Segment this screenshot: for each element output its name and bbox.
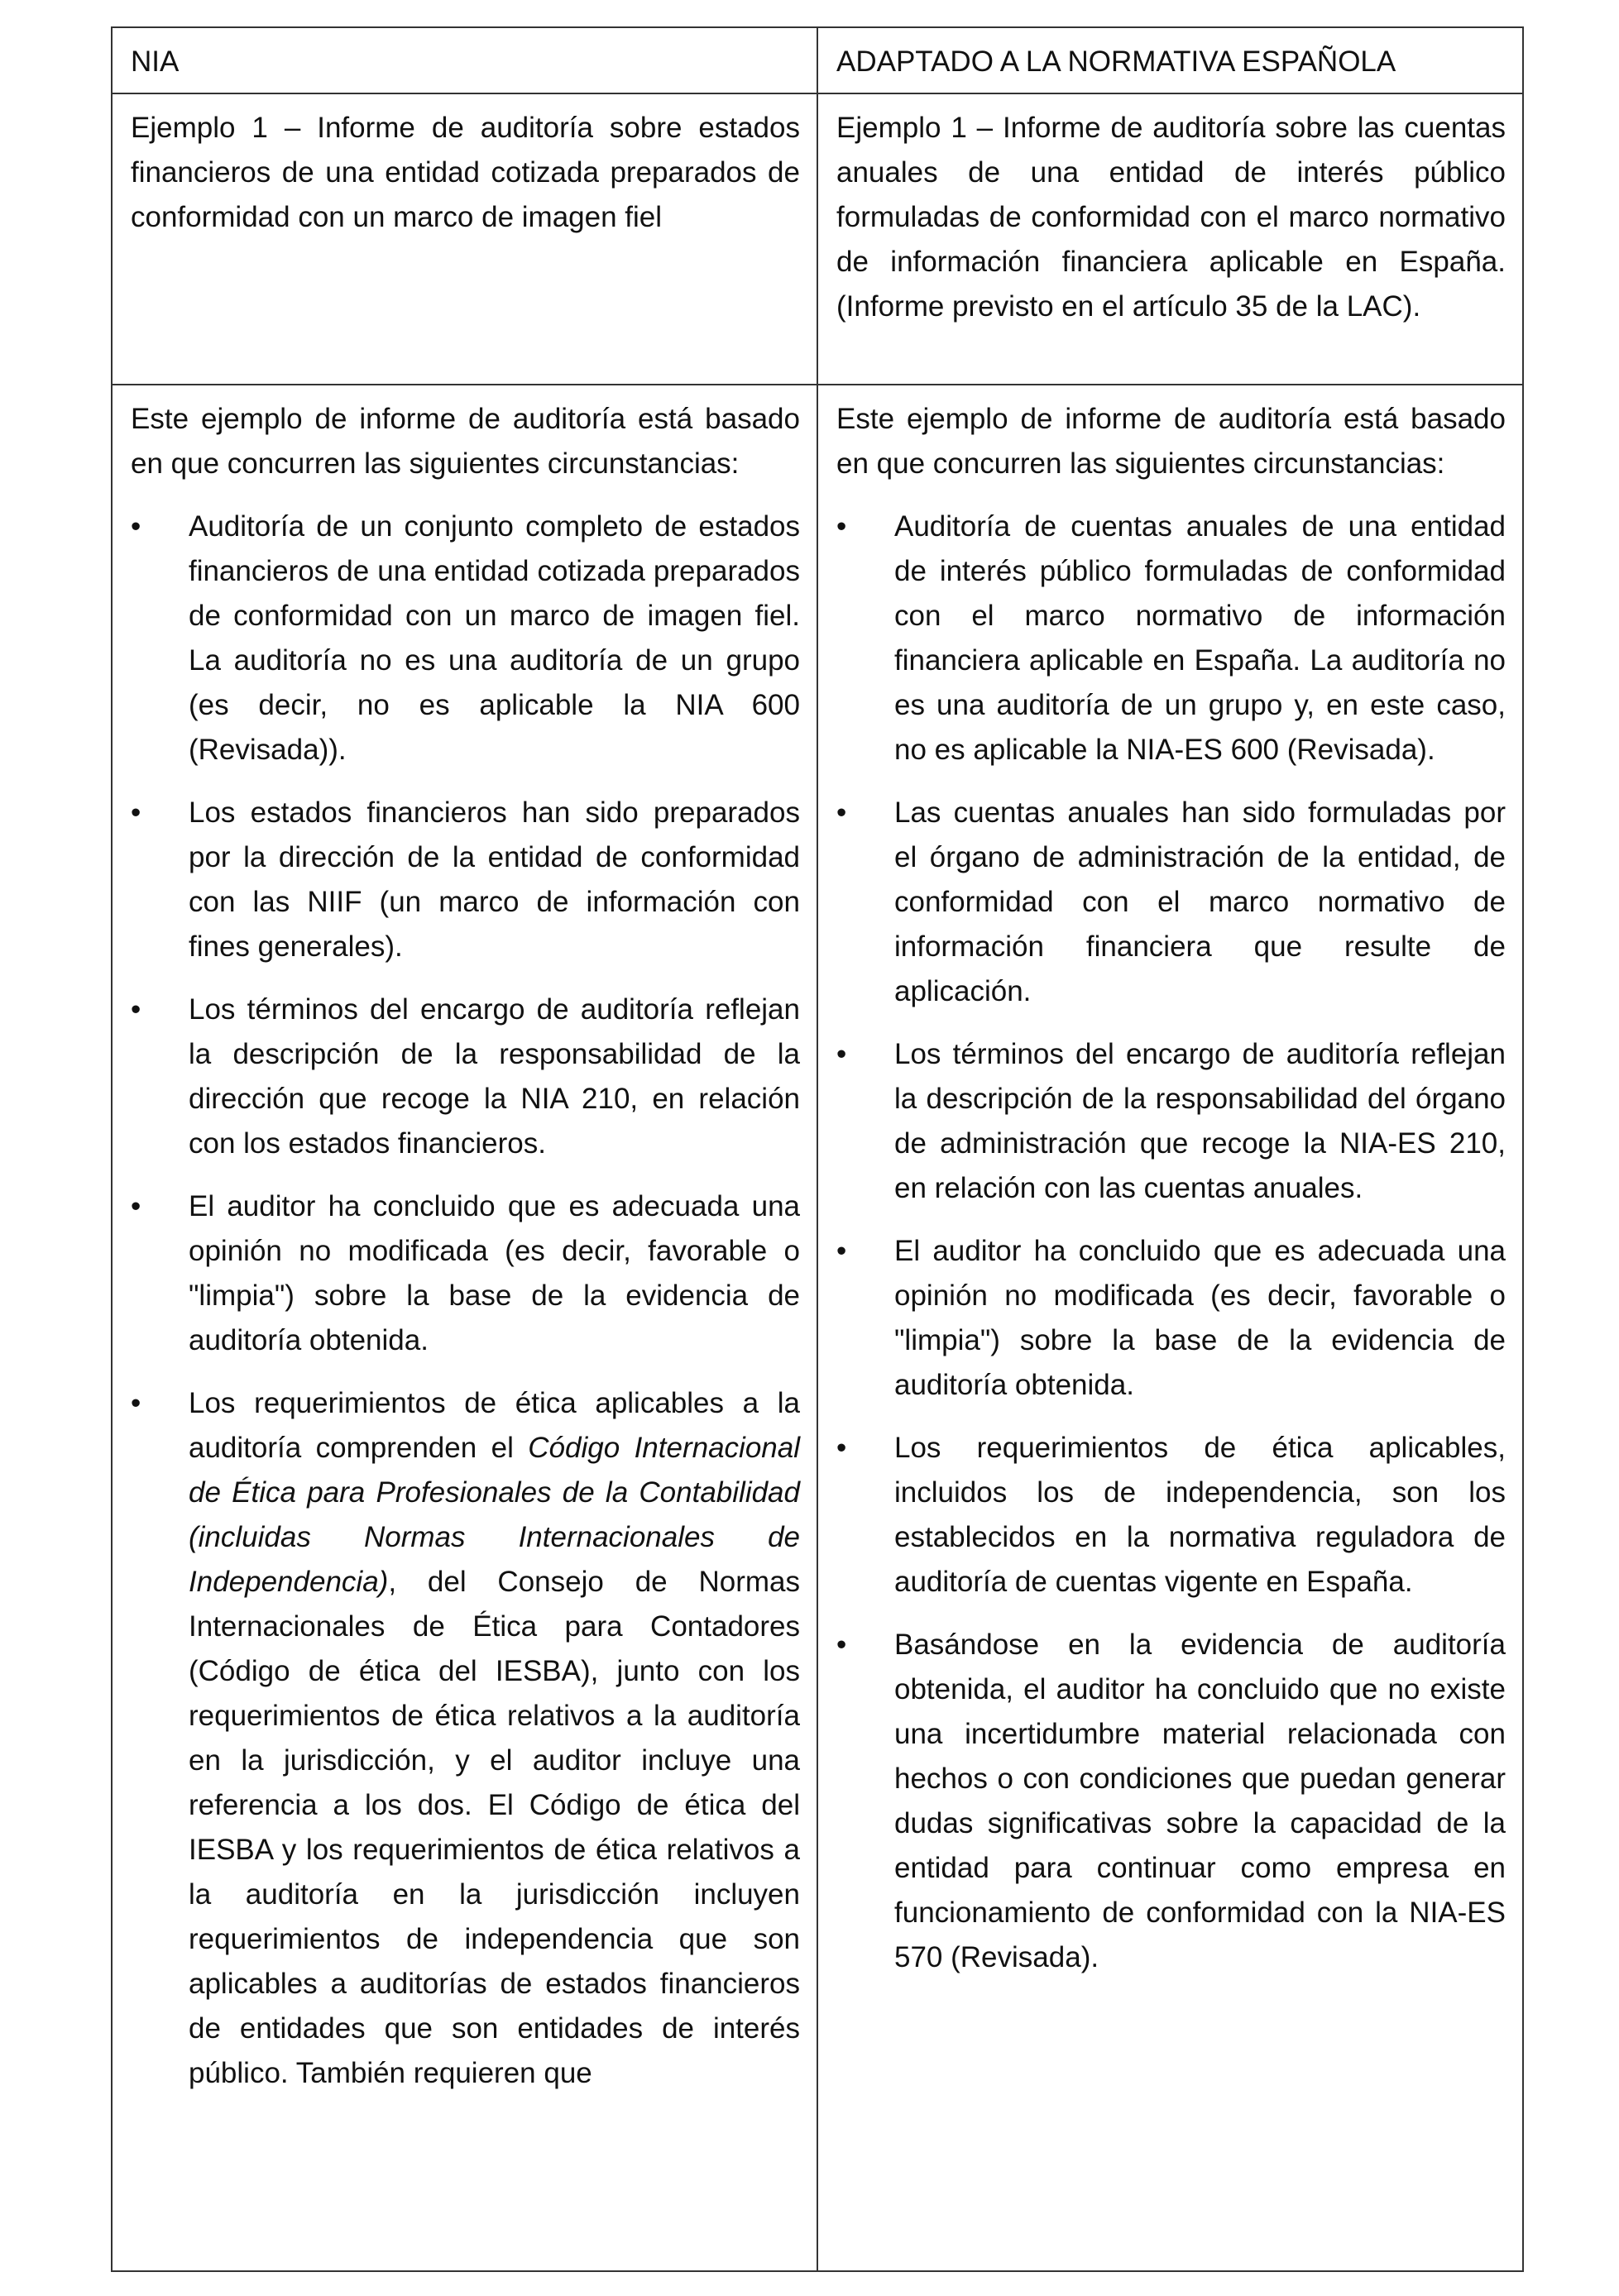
list-item-text: Los términos del encargo de auditoría reflejan la descripción de la responsabilidad del órgano de administración que recoge la NIA-ES 210, en relación con las cuentas anuales. xyxy=(894,1038,1506,1204)
bullet-icon: • xyxy=(836,1235,847,1267)
bullet-icon: • xyxy=(131,1190,141,1222)
bullet-icon: • xyxy=(131,1387,141,1419)
circumstances-adaptado xyxy=(817,385,1523,2271)
bullet-list-adaptado xyxy=(836,505,1506,1980)
comparison-table xyxy=(111,26,1524,2272)
list-item-text: Auditoría de cuentas anuales de una entidad de interés público formuladas de conformidad con el marco normativo de información financiera aplicable en España. La auditoría no es una auditoría de un grupo y, en este caso, no es aplicable la NIA-ES 600 (Revisada). xyxy=(894,510,1506,766)
bullet-icon: • xyxy=(836,1038,847,1070)
title-nia: Ejemplo 1 – Informe de auditoría sobre estados financieros de una entidad cotizada preparados de conformidad con un marco de imagen fiel xyxy=(112,93,817,385)
list-item-text: El auditor ha concluido que es adecuada una opinión no modificada (es decir, favorable o "limpia") sobre la base de la evidencia de auditoría obtenida. xyxy=(189,1190,800,1356)
title-adaptado: Ejemplo 1 – Informe de auditoría sobre las cuentas anuales de una entidad de interés público formuladas de conformidad con el marco normativo de información financiera aplicable en España. (Informe previsto en el artículo 35 de la LAC). xyxy=(817,93,1523,385)
bullet-icon: • xyxy=(836,1629,847,1661)
list-item-text: Los estados financieros han sido preparados por la dirección de la entidad de conformidad con las NIIF (un marco de información con fines generales). xyxy=(189,796,800,963)
list-item xyxy=(836,1426,1506,1605)
list-item xyxy=(131,1184,800,1363)
ethics-text-part2: , del Consejo de Normas Internacionales de Ética para Contadores (Código de ética del IESBA), junto con los requerimientos de ética relativos a la auditoría en la jurisdicción, y el auditor incluye una referencia a los dos. El Código de ética del IESBA y los requerimientos de ética relativos a la auditoría en la jurisdicción incluyen requerimientos de independencia que son aplicables a auditorías de estados financieros de entidades que son entidades de interés público. También requieren que xyxy=(189,1566,800,2089)
list-item-text: Las cuentas anuales han sido formuladas por el órgano de administración de la entidad, de conformidad con el marco normativo de información financiera que resulte de aplicación. xyxy=(894,796,1506,1007)
header-adaptado: ADAPTADO A LA NORMATIVA ESPAÑOLA xyxy=(817,27,1523,93)
list-item xyxy=(131,505,800,773)
circumstances-nia xyxy=(112,385,817,2271)
bullet-icon: • xyxy=(131,796,141,829)
list-item xyxy=(836,505,1506,773)
ethics-code-title: Código Internacional de Ética para Profesionales de la Contabilidad (incluidas Normas Internacionales de Independencia) xyxy=(189,1432,800,1598)
bullet-icon: • xyxy=(131,510,141,543)
circumstances-row xyxy=(112,385,1523,2271)
bullet-list-nia xyxy=(131,505,800,2096)
list-item-text: Auditoría de un conjunto completo de estados financieros de una entidad cotizada preparados de conformidad con un marco de imagen fiel. La auditoría no es una auditoría de un grupo (es decir, no es aplicable la NIA 600 (Revisada)). xyxy=(189,510,800,766)
header-row xyxy=(112,27,1523,93)
list-item xyxy=(131,791,800,969)
list-item-text: Los requerimientos de ética aplicables, incluidos los de independencia, son los establecidos en la normativa reguladora de auditoría de cuentas vigente en España. xyxy=(894,1432,1506,1598)
list-item xyxy=(836,791,1506,1014)
header-nia: NIA xyxy=(112,27,817,93)
list-item-text: Basándose en la evidencia de auditoría obtenida, el auditor ha concluido que no existe una incertidumbre material relacionada con hechos o con condiciones que puedan generar dudas significativas sobre la capacidad de la entidad para continuar como empresa en funcionamiento de conformidad con la NIA-ES 570 (Revisada). xyxy=(894,1629,1506,1973)
list-item xyxy=(836,1623,1506,1980)
list-item-ethics xyxy=(131,1381,800,2096)
list-item-text: El auditor ha concluido que es adecuada una opinión no modificada (es decir, favorable o "limpia") sobre la base de la evidencia de auditoría obtenida. xyxy=(894,1235,1506,1401)
bullet-icon: • xyxy=(836,796,847,829)
bullet-icon: • xyxy=(836,1432,847,1464)
list-item xyxy=(836,1229,1506,1408)
bullet-icon: • xyxy=(131,993,141,1026)
intro-text-adaptado: Este ejemplo de informe de auditoría está basado en que concurren las siguientes circunstancias: xyxy=(836,403,1506,480)
ethics-text-part1: Los requerimientos de ética aplicables a la auditoría comprenden el xyxy=(189,1387,800,1464)
bullet-icon: • xyxy=(836,510,847,543)
title-row xyxy=(112,93,1523,385)
list-item xyxy=(131,988,800,1166)
list-item-text: Los términos del encargo de auditoría reflejan la descripción de la responsabilidad de la dirección que recoge la NIA 210, en relación con los estados financieros. xyxy=(189,993,800,1160)
intro-text-nia: Este ejemplo de informe de auditoría está basado en que concurren las siguientes circunstancias: xyxy=(131,403,800,480)
list-item xyxy=(836,1032,1506,1211)
